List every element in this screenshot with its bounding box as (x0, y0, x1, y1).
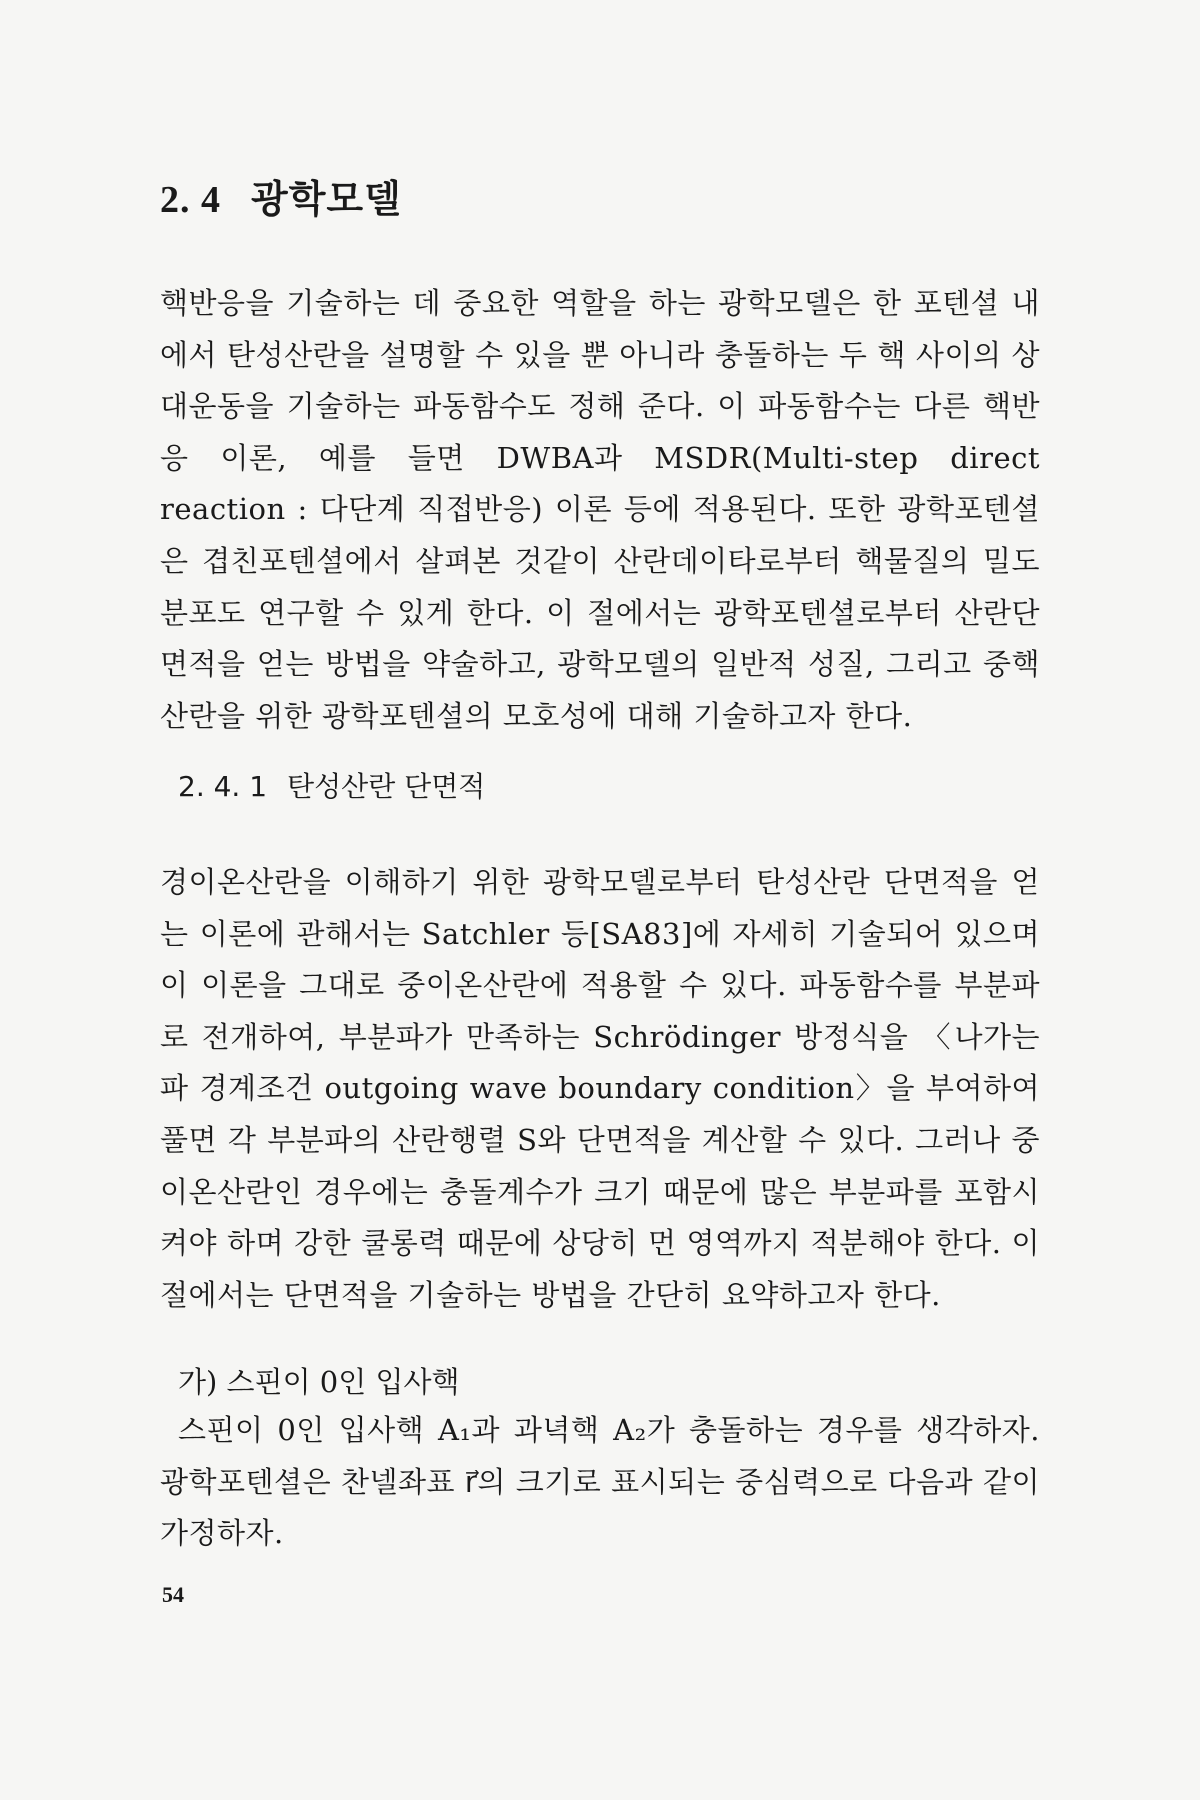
subsection-heading (178, 765, 485, 805)
cross-section-paragraph: 경이온산란을 이해하기 위한 광학모델로부터 탄성산란 단면적을 얻는 이론에 관해서는 Satchler 등[SA83]에 자세히 기술되어 있으며 이 이론을 그대로 중이온산란에 적용할 수 있다. 파동함수를 부분파로 전개하여, 부분파가 만족하는 Schrödinger 방정식을 〈나가는 파 경계조건 outgoing wave boundary condition〉을 부여하여 풀면 각 부분파의 산란행렬 S와 단면적을 계산할 수 있다. 그러나 중이온산란인 경우에는 충돌계수가 크기 때문에 많은 부분파를 포함시켜야 하며 강한 쿨롱력 때문에 상당히 먼 영역까지 적분해야 한다. 이 절에서는 단면적을 기술하는 방법을 간단히 요약하고자 한다. (160, 865, 1040, 1312)
section-heading (160, 168, 402, 223)
page-number: 54 (162, 1582, 184, 1607)
intro-paragraph: 핵반응을 기술하는 데 중요한 역할을 하는 광학모델은 한 포텐셜 내에서 탄성산란을 설명할 수 있을 뿐 아니라 충돌하는 두 핵 사이의 상대운동을 기술하는 파동함수도 정해 준다. 이 파동함수는 다른 핵반응 이론, 예를 들면 DWBA과 MSDR(Multi-step direct reaction : 다단계 직접반응) 이론 등에 적용된다. 또한 광학포텐셜은 겹친포텐셜에서 살펴본 것같이 산란데이타로부터 핵물질의 밀도분포도 연구할 수 있게 한다. 이 절에서는 광학포텐셜로부터 산란단면적을 얻는 방법을 약술하고, 광학모델의 일반적 성질, 그리고 중핵산란을 위한 광학포텐셜의 모호성에 대해 기술하고자 한다. (160, 286, 1040, 733)
spin-zero-paragraph: 스핀이 0인 입사핵 A₁과 과녁핵 A₂가 충돌하는 경우를 생각하자. 광학포텐셜은 찬넬좌표 r⃗의 크기로 표시되는 중심력으로 다음과 같이 가정하자. (160, 1413, 1040, 1551)
subsection-number: 2. 4. 1 (178, 770, 268, 803)
subsection-title: 탄성산란 단면적 (287, 770, 486, 803)
subsubsection-heading: 가) 스핀이 0인 입사핵 (178, 1365, 460, 1399)
section-number: 2. 4 (160, 179, 221, 221)
section-title: 광학모델 (251, 176, 402, 221)
